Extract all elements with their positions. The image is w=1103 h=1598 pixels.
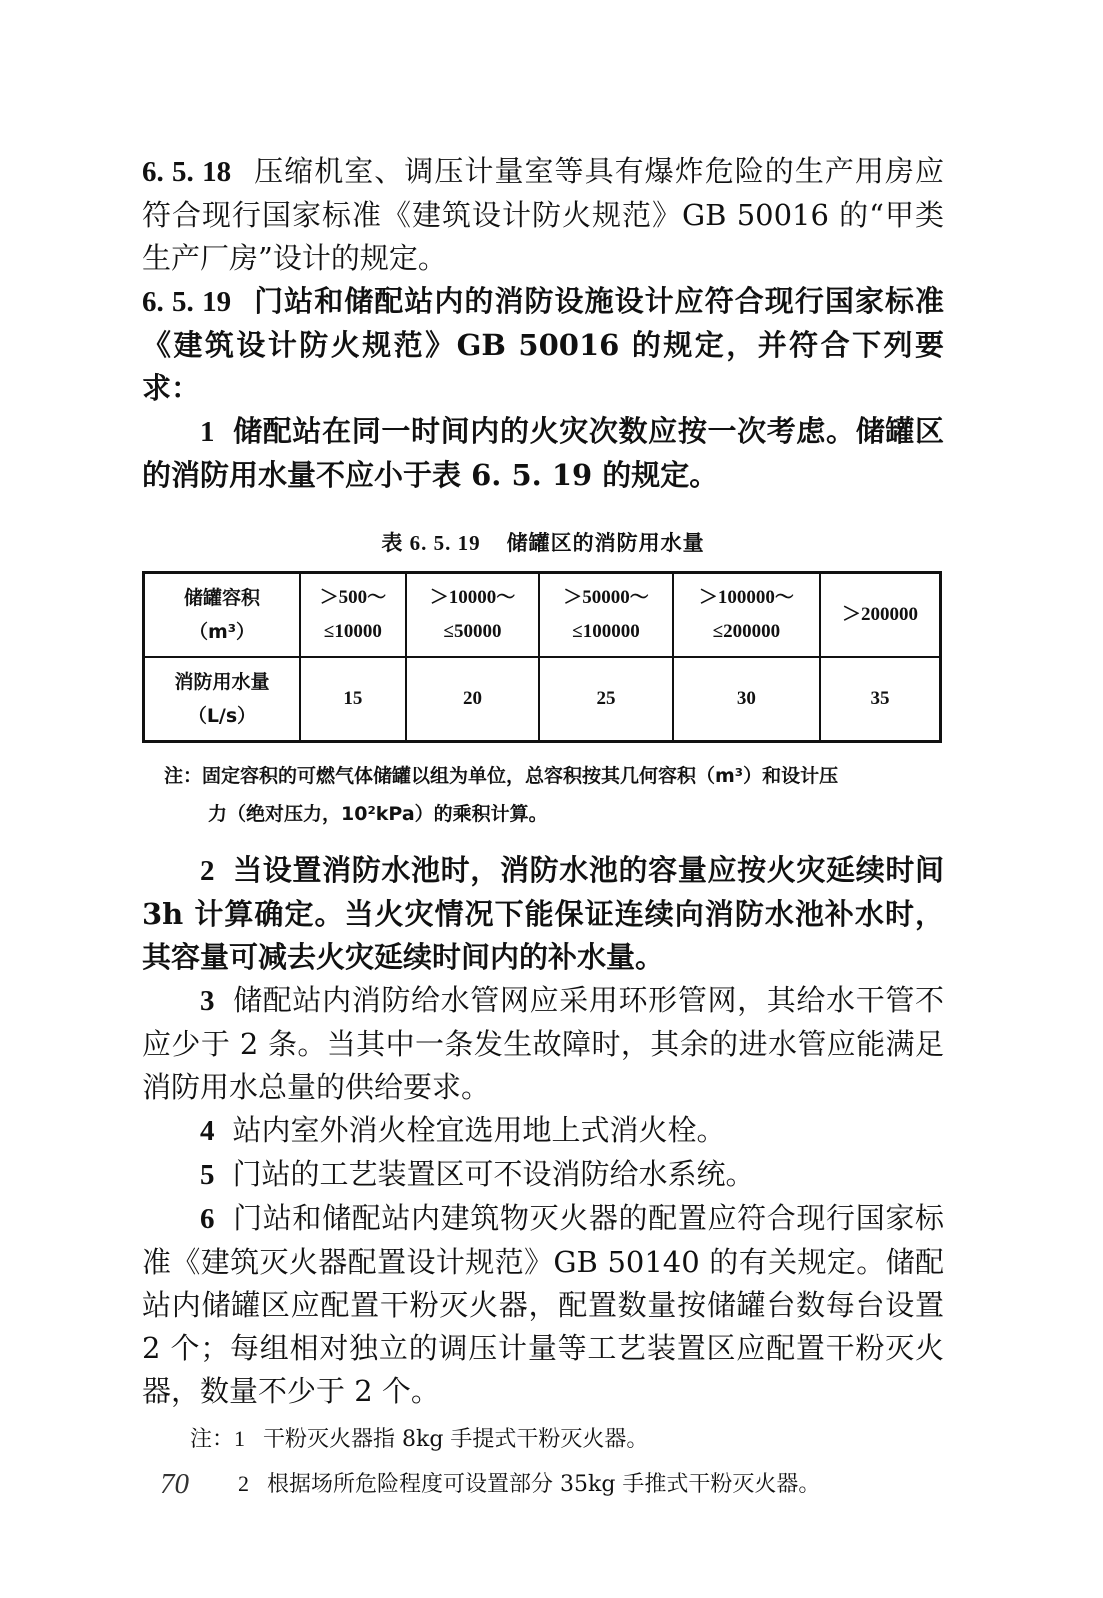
table-caption-title: 储罐区的消防用水量 — [506, 531, 705, 555]
item-text: 当设置消防水池时，消防水池的容量应按火灾延续时间 3h 计算确定。当火灾情况下能保证连续向消防水池补水时，其容量可减去火灾延续时间内的补水量。 — [142, 853, 944, 974]
header-line: 消防用水量 — [174, 671, 270, 693]
item-number: 5 — [200, 1159, 215, 1191]
header-cell-water — [144, 657, 301, 742]
water-cell: 20 — [406, 657, 539, 742]
table-row-water — [144, 657, 941, 742]
cell-line: ＞500～ — [319, 587, 387, 608]
item-4 — [142, 1109, 944, 1153]
volume-cell — [406, 573, 539, 658]
water-demand-table — [142, 571, 942, 743]
water-cell: 35 — [820, 657, 940, 742]
cell-line: ≤200000 — [712, 621, 781, 642]
item-number: 4 — [200, 1115, 215, 1147]
item-text: 站内室外消火栓宜选用地上式消火栓。 — [232, 1113, 726, 1147]
note-row-1 — [190, 1417, 944, 1462]
clause-6-5-18 — [142, 150, 944, 280]
water-cell: 25 — [539, 657, 672, 742]
water-cell: 15 — [300, 657, 406, 742]
cell-line: ≤10000 — [323, 621, 382, 642]
table-caption — [142, 527, 944, 557]
note-text: 根据场所危险程度可设置部分 35kg 手推式干粉灭火器。 — [267, 1472, 821, 1497]
header-unit: （m³） — [188, 621, 256, 643]
volume-cell — [539, 573, 672, 658]
page-number: 70 — [160, 1468, 189, 1500]
header-unit: （L/s） — [187, 705, 257, 727]
item-number: 2 — [200, 855, 215, 887]
item-1 — [142, 410, 944, 497]
item-6 — [142, 1197, 944, 1413]
document-page — [142, 150, 944, 1507]
item-text: 储配站在同一时间内的火灾次数应按一次考虑。储罐区的消防用水量不应小于表 6. 5. 19 的规定。 — [142, 414, 944, 492]
note-text: 干粉灭火器指 8kg 手提式干粉灭火器。 — [263, 1427, 649, 1452]
clause-text: 压缩机室、调压计量室等具有爆炸危险的生产用房应符合现行国家标准《建筑设计防火规范》GB 50016 的“甲类生产厂房”设计的规定。 — [142, 154, 945, 275]
note-number: 1 — [234, 1426, 246, 1451]
table-note — [142, 757, 944, 833]
table-note-line2: 力（绝对压力，10²kPa）的乘积计算。 — [208, 803, 548, 825]
table-caption-number: 表 6. 5. 19 — [381, 531, 481, 555]
item-text: 储配站内消防给水管网应采用环形管网，其给水干管不应少于 2 条。当其中一条发生故障时，其余的进水管应能满足消防用水总量的供给要求。 — [142, 983, 944, 1104]
volume-cell — [820, 573, 940, 658]
clause-text: 门站和储配站内的消防设施设计应符合现行国家标准《建筑设计防火规范》GB 50016 的规定，并符合下列要求： — [142, 284, 945, 405]
table-note-line1: 注：固定容积的可燃气体储罐以组为单位，总容积按其几何容积（m³）和设计压 — [164, 765, 839, 787]
cell-line: ＞10000～ — [429, 587, 516, 608]
clause-number: 6. 5. 18 — [142, 156, 232, 188]
item-text: 门站的工艺装置区可不设消防给水系统。 — [232, 1157, 755, 1191]
item-number: 1 — [200, 416, 215, 448]
item-3 — [142, 979, 944, 1109]
notes-label: 注： — [190, 1427, 235, 1452]
clause-number: 6. 5. 19 — [142, 286, 232, 318]
cell-line: ＞50000～ — [563, 587, 649, 608]
volume-cell — [673, 573, 820, 658]
water-cell: 30 — [673, 657, 820, 742]
item-number: 3 — [200, 985, 215, 1017]
cell-line: ＞200000 — [842, 604, 919, 625]
item-number: 6 — [200, 1203, 215, 1235]
item-5 — [142, 1153, 944, 1197]
cell-line: ≤100000 — [572, 621, 640, 642]
item-text: 门站和储配站内建筑物灭火器的配置应符合现行国家标准《建筑灭火器配置设计规范》GB 50140 的有关规定。储配站内储罐区应配置干粉灭火器，配置数量按储罐台数每台设置 2 个；每组相对独立的调压计量等工艺装置区应配置干粉灭火器，数量不少于 2 个。 — [142, 1201, 944, 1408]
item-2 — [142, 849, 944, 979]
note-number: 2 — [238, 1471, 249, 1496]
volume-cell — [300, 573, 406, 658]
table-row-volume — [144, 573, 941, 658]
cell-line: ≤50000 — [443, 621, 502, 642]
clause-6-5-19 — [142, 280, 944, 410]
header-cell-volume — [144, 573, 301, 658]
cell-line: ＞100000～ — [698, 587, 794, 608]
header-line: 储罐容积 — [183, 587, 260, 609]
note-row-2 — [190, 1462, 944, 1507]
extinguisher-notes — [142, 1417, 944, 1507]
